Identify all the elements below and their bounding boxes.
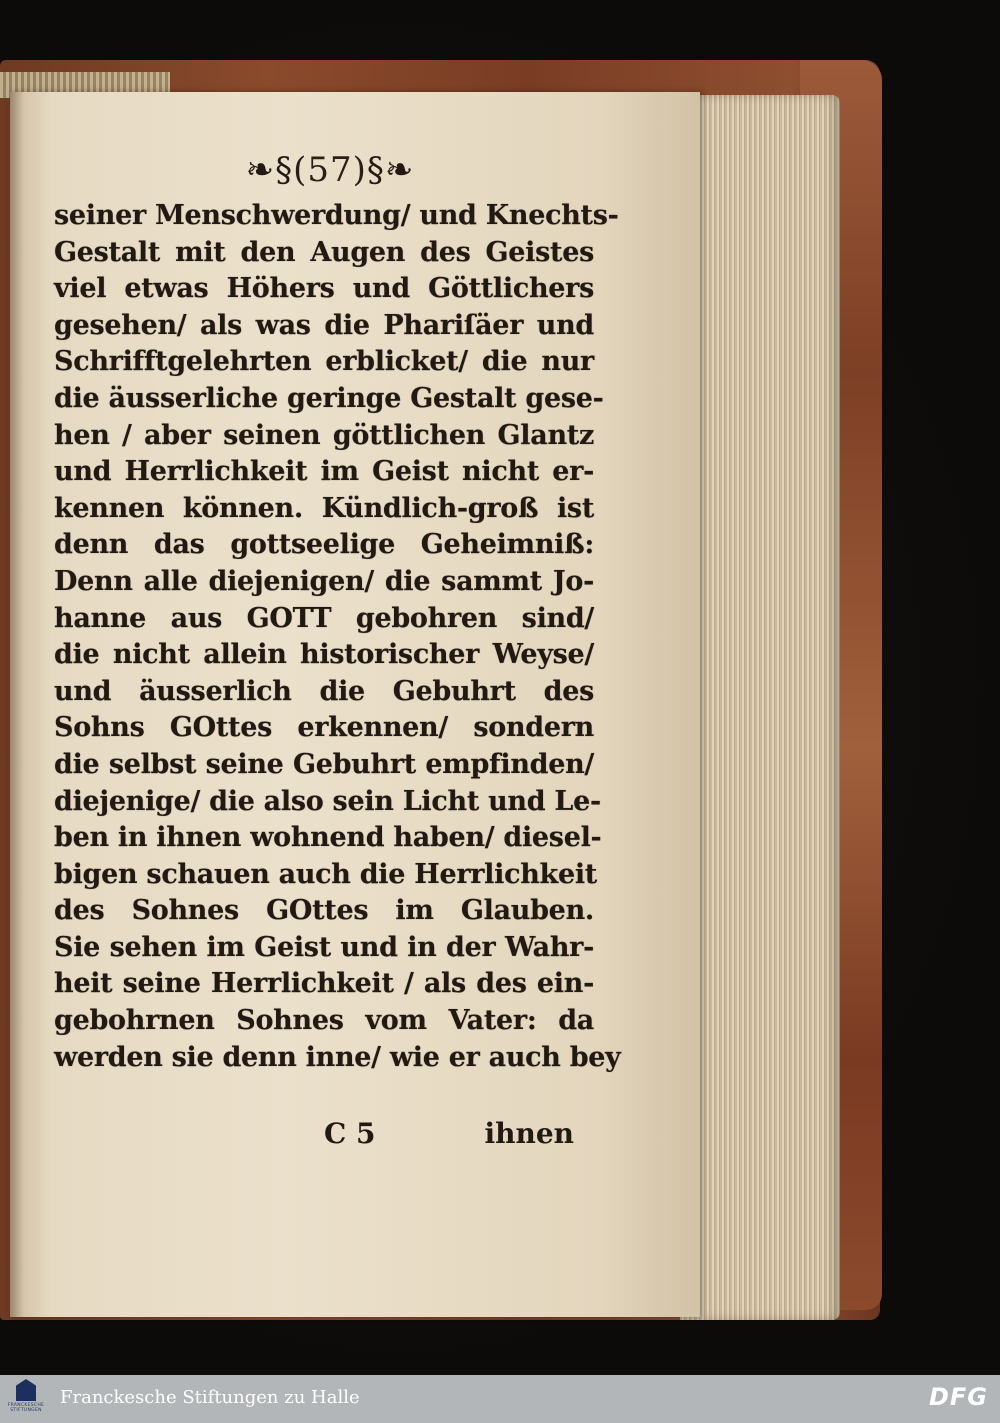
logo-text: FRANCKESCHE STIFTUNGEN	[7, 1403, 45, 1413]
institution-name: Franckesche Stiftungen zu Halle	[60, 1387, 360, 1408]
text-line: die nicht allein historischer Weyse/	[54, 639, 594, 671]
page-gutter	[10, 92, 24, 1317]
text-line: denn das gottseelige Geheimniß:	[54, 529, 594, 561]
text-line: diejenige/ die also sein Licht und Le-	[54, 785, 601, 817]
page-header	[230, 150, 430, 190]
text-block	[54, 198, 621, 1076]
text-line: Gestalt mit den Augen des Geistes	[54, 236, 594, 268]
page-edges	[680, 95, 840, 1320]
text-line: seiner Menschwerdung/ und Knechts-	[54, 200, 619, 231]
logo-emblem-icon	[16, 1379, 36, 1401]
catchword: ihnen	[484, 1117, 574, 1150]
ornament-left-icon: ❧§	[245, 150, 294, 190]
text-line: die selbst seine Gebuhrt empfinden/	[54, 748, 594, 780]
franckesche-logo-icon[interactable]	[6, 1379, 46, 1419]
text-line: und Herrlichkeit im Geist nicht er-	[54, 456, 594, 488]
text-line: Schrifftgelehrten erblicket/ die nur	[54, 346, 594, 378]
dfg-logo-icon[interactable]: DFG	[928, 1383, 988, 1411]
ornament-right-icon: §❧	[366, 150, 415, 190]
text-line: und äusserlich die Gebuhrt des	[54, 675, 594, 707]
text-line: die äusserliche geringe Gestalt gese-	[54, 382, 604, 414]
text-line: kennen können. Kündlich-groß ist	[54, 492, 594, 524]
text-line: des Sohnes GOttes im Glauben.	[54, 895, 594, 927]
text-line: hanne aus GOTT gebohren sind/	[54, 602, 594, 634]
text-line: Sie sehen im Geist und in der Wahr-	[54, 931, 594, 963]
text-line: werden sie denn inne/ wie er auch bey	[54, 1041, 621, 1073]
text-line: ben in ihnen wohnend haben/ diesel-	[54, 822, 602, 854]
text-line: Sohns GOttes erkennen/ sondern	[54, 712, 594, 744]
text-line: bigen schauen auch die Herrlichkeit	[54, 858, 597, 890]
page-number: (57)	[293, 150, 367, 190]
text-line: gesehen/ als was die Phariſäer und	[54, 309, 594, 341]
signature-mark: C 5	[324, 1117, 376, 1150]
text-line: Denn alle diejenigen/ die sammt Jo-	[54, 565, 594, 597]
viewer-footer-bar	[0, 1375, 1000, 1423]
text-line: gebohrnen Sohnes vom Vater: da	[54, 1005, 594, 1037]
text-line: viel etwas Höhers und Göttlichers	[54, 273, 594, 305]
text-line: hen / aber seinen göttlichen Glantz	[54, 419, 594, 451]
text-line: heit seine Herrlichkeit / als des ein-	[54, 968, 594, 1000]
page-footer	[54, 1117, 574, 1157]
